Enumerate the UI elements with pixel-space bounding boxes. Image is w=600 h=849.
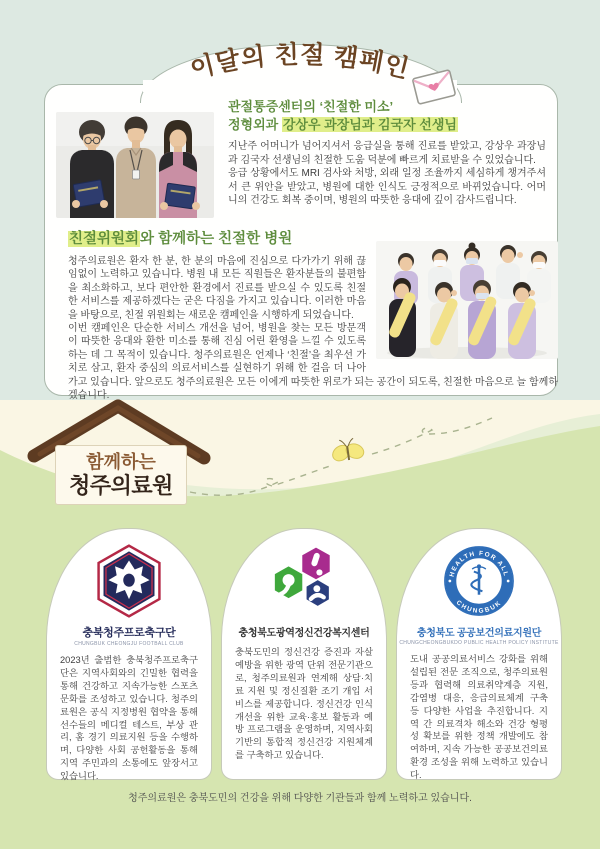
partner-description: 충북도민의 정신건강 증진과 자살 예방을 위한 광역 단위 전문기관으로, 청주의료원과 연계해 상담·치료 지원 및 정신질환 조기 개입 서비스를 제공합니다. 정신건강 인식 개선을 위한 교육·홍보 활동과 예방 프로그램을 운영하며, 지역사회 기반의 통합적 정신건강 지원체계를 구축하고 있습니다. (235, 647, 373, 761)
story-body (228, 140, 546, 208)
sign-line2: 청주의료원 (69, 473, 173, 498)
partner-subtitle: CHUNGBUK CHEONGJU FOOTBALL CLUB (74, 641, 184, 647)
story-title-highlight: 강상우 과장님과 김국자 선생님 (282, 117, 457, 132)
committee-body (68, 255, 558, 402)
partner-card-mental-health-center (221, 528, 387, 780)
partner-subtitle: CHUNGCHEONGBUKDO PUBLIC HEALTH POLICY INSTITUTE (399, 640, 559, 646)
story-title-line1: 관절통증센터의 ‘친절한 미소’ (228, 99, 394, 114)
story-paragraph-2: 응급 상황에서도 MRI 검사와 처방, 외래 일정 조율까지 세심하게 챙겨주셔서 큰 위안을 받았고, 병원에 대한 인식도 긍정적으로 바뀌었습니다. 어머니의 건강도 회복 중이며, 병원의 따뜻한 응대에 깊이 감사드립니다. (228, 168, 546, 206)
partner-name: 충청북도 공공보건의료지원단 (416, 628, 542, 639)
kindness-committee-group-photo (376, 241, 558, 359)
partner-card-public-health-institute (396, 528, 562, 780)
footer-note: 청주의료원은 충북도민의 건강을 위해 다양한 기관들과 함께 노력하고 있습니다. (128, 793, 472, 804)
partner-name: 충북청주프로축구단 (82, 627, 176, 639)
svg-text:이달의 친절 캠페인 (187, 40, 412, 84)
football-club-crest-icon (47, 543, 211, 619)
partner-description: 도내 공공의료서비스 강화를 위해 설립된 전문 조직으로, 청주의료원 등과 협력해 의료취약계층 지원, 감염병 대응, 응급의료체계 구축 등 다양한 사업을 추진합니다. 지역 간 의료격차 해소와 건강 형평성 확보를 위한 정책 개발에도 참여하며, 지속 가능한 공공보건의료 환경 조성을 위해 노력하고 있습니다. (410, 654, 548, 781)
story-title (228, 98, 548, 134)
committee-heading-highlight: 친절위원회 (69, 231, 140, 247)
partner-cards (0, 528, 600, 780)
committee-section (68, 227, 558, 402)
orthopedics-staff-photo (56, 112, 214, 218)
sign-line1: 함께하는 (86, 452, 156, 472)
committee-heading: 친절위원회와 함께하는 친절한 병원 (69, 231, 293, 247)
public-health-institute-logo-icon (397, 543, 561, 619)
together-sign (55, 445, 187, 505)
partner-description: 2023년 출범한 충북청주프로축구단은 지역사회와의 긴밀한 협력을 통해 건강하고 지속가능한 스포츠 문화를 조성하고 있습니다. 청주의료원은 공식 지정병원 협약을 통해 선수들의 메디컬 테스트, 부상 관리, 홈 경기 의료지원 등을 수행하며, 다양한 사회 공헌활동을 통해 지역 주민과의 소통에도 앞장서고 있습니다. (60, 655, 198, 782)
logo-text-bottom: CHUNGBUK (454, 599, 504, 615)
story-paragraph-1: 지난주 어머니가 넘어지셔서 응급실을 통해 진료를 받았고, 강상우 과장님과 김국자 선생님의 친절한 도움 덕분에 빠르게 치료받을 수 있었습니다. (228, 141, 546, 166)
mental-health-center-logo-icon (222, 543, 386, 619)
partner-card-football-club (46, 528, 212, 780)
committee-paragraph-2: 이번 캠페인은 단순한 서비스 개선을 넘어, 병원을 찾는 모든 방문객이 따뜻한 응대와 환한 미소를 통해 진심 어린 환영을 느낄 수 있도록 하는 데 그 목적이 있습니다. 청주의료원은 언제나 ‘친절’을 최우선 가치로 삼고, 환자 중심의 의료서비스를 실현하기 위해 한 걸음 더 나아가고 있습니다. 앞으로도 청주의료원은 모든 이에게 따뜻한 위로가 되는 공간이 되도록, 친절한 마음으로 늘 함께하겠습니다. (68, 323, 558, 402)
committee-paragraph-1: 청주의료원은 환자 한 분, 한 분의 마음에 진심으로 다가가기 위해 끊임없이 노력하고 있습니다. 병원 내 모든 직원들은 환자분들의 불편함을 최소화하고, 보다 편안한 환경에서 진료를 받으실 수 있도록 친절한 서비스를 제공하겠다는 굳은 다짐을 가지고 있습니다. 이러한 마음을 바탕으로, 친절 위원회는 새로운 캠페인을 시행하게 되었습니다. (68, 256, 366, 321)
story-title-line2: 정형외과 강상우 과장님과 김국자 선생님 (228, 117, 457, 132)
logo-text-top: HEALTH FOR ALL (448, 550, 510, 578)
campaign-banner-title: 이달의 친절 캠페인 (187, 40, 413, 84)
partner-name: 충청북도광역정신건강복지센터 (238, 628, 370, 639)
